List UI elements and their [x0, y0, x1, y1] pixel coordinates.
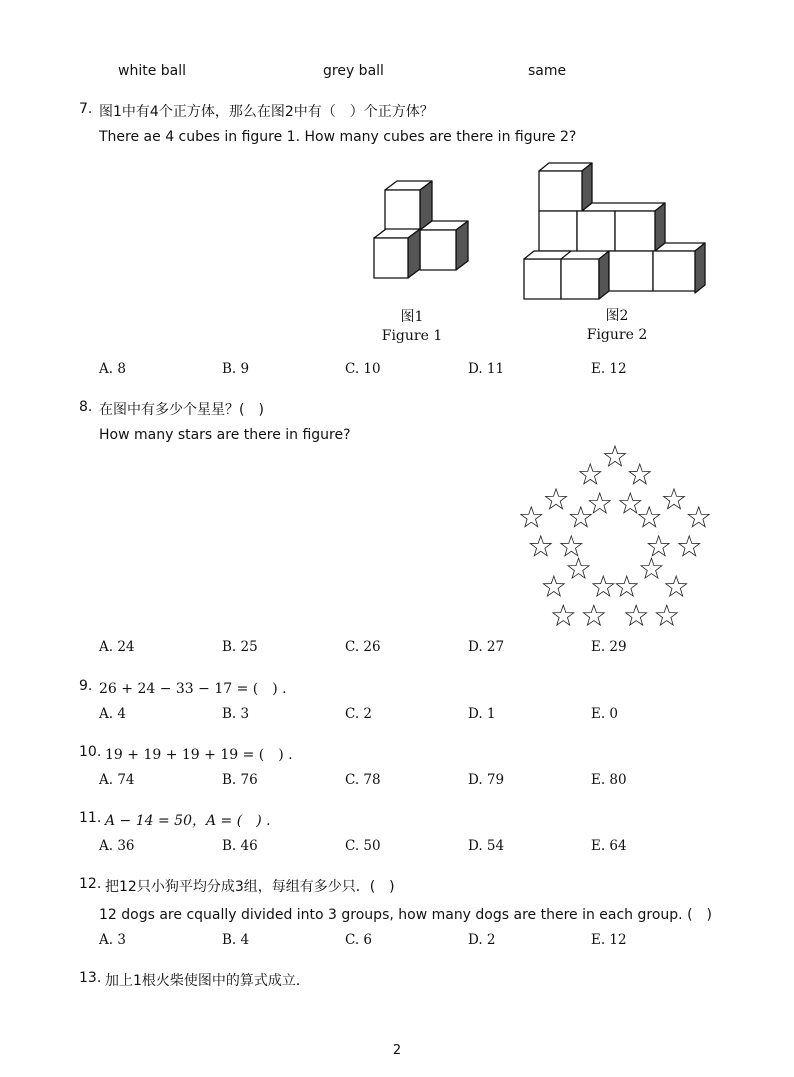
star-icon [641, 558, 662, 578]
q8-option-c: C. 26 [345, 639, 381, 655]
q11-option-a: A. 36 [99, 838, 135, 854]
q9-option-e: E. 0 [591, 706, 619, 722]
star-icon [593, 576, 614, 596]
figure-2-caption-zh: 图2 [605, 308, 629, 324]
star-icon [580, 464, 601, 484]
figure-2-cubes [515, 155, 715, 305]
star-icon [639, 507, 660, 527]
q12-text-zh: 把12只小狗平均分成3组，每组有多少只．( ) [105, 879, 395, 895]
q10-option-e: E. 80 [591, 772, 627, 788]
q7-option-d: D. 11 [468, 361, 505, 377]
stars-figure [515, 445, 715, 635]
q9-option-b: B. 3 [222, 706, 250, 722]
star-icon [589, 493, 610, 513]
q11-option-e: E. 64 [591, 838, 627, 854]
star-icon [605, 446, 626, 466]
q10-option-c: C. 78 [345, 772, 381, 788]
q12-option-e: E. 12 [591, 932, 627, 948]
q7-option-e: E. 12 [591, 361, 627, 377]
q10-option-a: A. 74 [99, 772, 135, 788]
q7-option-a: A. 8 [99, 361, 126, 377]
star-icon [656, 605, 677, 625]
q11-option-c: C. 50 [345, 838, 381, 854]
star-icon [648, 536, 669, 556]
q12-option-b: B. 4 [222, 932, 250, 948]
q10-number: 10. [79, 744, 102, 760]
q9-option-d: D. 1 [468, 706, 496, 722]
q11-option-d: D. 54 [468, 838, 505, 854]
q12-option-d: D. 2 [468, 932, 496, 948]
figure-1-caption-en: Figure 1 [381, 328, 443, 344]
q11-option-b: B. 46 [222, 838, 258, 854]
star-icon [530, 536, 551, 556]
figure-1-cubes [360, 175, 480, 285]
q7-option-c: C. 10 [345, 361, 381, 377]
star-icon [664, 489, 685, 509]
q8-text-zh: 在图中有多少个星星？( ) [99, 402, 264, 418]
q8-option-a: A. 24 [99, 639, 135, 655]
star-icon [620, 493, 641, 513]
star-icon [521, 507, 542, 527]
star-icon [561, 536, 582, 556]
q11-number: 11. [79, 810, 102, 826]
q11-expression: A − 14 = 50，A = ( ) . [105, 813, 271, 829]
q9-number: 9. [79, 678, 93, 694]
q8-number: 8. [79, 399, 93, 415]
ball-label-same: same [528, 63, 567, 79]
q12-option-a: A. 3 [99, 932, 126, 948]
q13-number: 13. [79, 970, 102, 986]
star-icon [543, 576, 564, 596]
q10-option-b: B. 76 [222, 772, 258, 788]
ball-label-grey: grey ball [323, 63, 384, 79]
star-icon [679, 536, 700, 556]
q13-text-zh: 加上1根火柴使图中的算式成立． [105, 973, 310, 989]
star-icon [626, 605, 647, 625]
star-icon [570, 507, 591, 527]
q7-option-b: B. 9 [222, 361, 250, 377]
q12-text-en: 12 dogs are cqually divided into 3 groups, how many dogs are there in each group. ( ) [99, 907, 712, 923]
star-icon [546, 489, 567, 509]
star-icon [666, 576, 687, 596]
q8-option-d: D. 27 [468, 639, 505, 655]
q8-option-e: E. 29 [591, 639, 627, 655]
q9-expression: 26 + 24 − 33 − 17 = ( ) . [99, 681, 287, 697]
q7-number: 7. [79, 101, 93, 117]
q8-option-b: B. 25 [222, 639, 258, 655]
q12-number: 12. [79, 876, 102, 892]
star-icon [688, 507, 709, 527]
q7-text-zh: 图1中有4个正方体，那么在图2中有（ ）个正方体？ [99, 104, 434, 120]
q8-text-en: How many stars are there in figure? [99, 427, 351, 443]
figure-2-caption-en: Figure 2 [586, 327, 648, 343]
star-icon [553, 605, 574, 625]
q9-option-c: C. 2 [345, 706, 373, 722]
star-icon [629, 464, 650, 484]
q12-option-c: C. 6 [345, 932, 373, 948]
star-icon [616, 576, 637, 596]
page-number: 2 [392, 1043, 402, 1058]
figure-1-caption-zh: 图1 [400, 309, 424, 325]
q7-text-en: There ae 4 cubes in figure 1. How many cubes are there in figure 2? [99, 129, 577, 145]
q10-option-d: D. 79 [468, 772, 505, 788]
ball-label-white: white ball [118, 63, 187, 79]
q10-expression: 19 + 19 + 19 + 19 = ( ) . [105, 747, 293, 763]
star-icon [568, 558, 589, 578]
star-icon [583, 605, 604, 625]
q9-option-a: A. 4 [99, 706, 126, 722]
